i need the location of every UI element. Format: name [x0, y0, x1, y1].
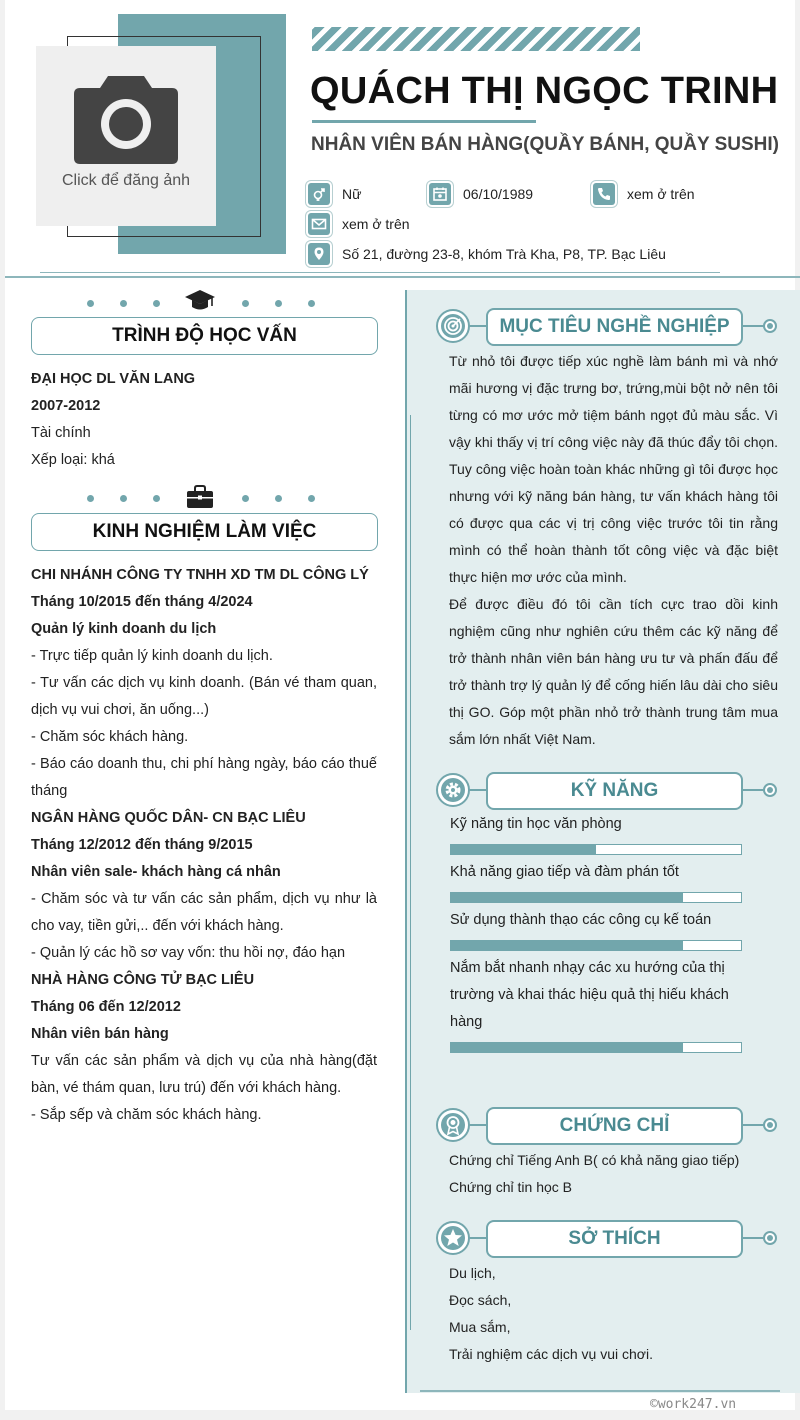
hobby-item: Du lịch,: [449, 1265, 496, 1281]
education-content: [31, 366, 377, 474]
email-icon: [308, 213, 330, 235]
photo-upload[interactable]: [36, 46, 216, 226]
skill-bar: [450, 1042, 742, 1053]
photo-caption: Click để đăng ảnh: [61, 172, 191, 189]
column-divider-thin: [410, 415, 411, 1330]
skill-bar-fill: [451, 845, 596, 854]
right-panel-bottom-line: [420, 1390, 780, 1392]
skill-bar: [450, 844, 742, 855]
hobbies-end-dot: [763, 1231, 777, 1245]
location-icon: [308, 243, 330, 265]
graduation-cap-icon: [184, 288, 216, 312]
objective-title: MỤC TIÊU NGHỀ NGHIỆP: [486, 308, 743, 346]
header-divider-thin: [40, 272, 720, 273]
objective-badge: [436, 309, 470, 343]
job-duty: - Trực tiếp quản lý kinh doanh du lịch.: [31, 648, 273, 664]
job-duty: - Quản lý các hồ sơ vay vốn: thu hồi nợ, đáo hạn: [31, 945, 346, 961]
experience-title: KINH NGHIỆM LÀM VIỆC: [31, 513, 378, 551]
briefcase-icon: [186, 485, 214, 509]
address-value: Số 21, đường 23-8, khóm Trà Kha, P8, TP. Bạc Liêu: [342, 246, 666, 262]
column-divider: [405, 290, 407, 1393]
camera-icon: [72, 72, 180, 166]
gender-value: Nữ: [342, 186, 362, 202]
skills-end-dot: [763, 783, 777, 797]
skill-bar: [450, 892, 742, 903]
certificates-content: [449, 1147, 778, 1201]
grade: Xếp loại: khá: [31, 452, 115, 468]
job-role: Nhân viên sale- khách hàng cá nhân: [31, 864, 281, 880]
star-icon: [442, 1227, 464, 1249]
certificates-title: CHỨNG CHỈ: [486, 1107, 743, 1145]
hobbies-badge: [436, 1221, 470, 1255]
job-duty: Tư vấn các sản phẩm và dịch vụ của nhà hàng(đặt bàn, vé thám quan, lưu trú) đến với khách hàng.: [31, 1053, 377, 1096]
gear-icon: [442, 779, 464, 801]
watermark: ©work247.vn: [650, 1397, 737, 1412]
certificate-item: Chứng chỉ tin học B: [449, 1179, 572, 1195]
skill-label: Khả năng giao tiếp và đàm phán tốt: [450, 864, 679, 880]
job-duty: - Sắp sếp và chăm sóc khách hàng.: [31, 1107, 262, 1123]
hobbies-title: SỞ THÍCH: [486, 1220, 743, 1258]
skill-bar: [450, 940, 742, 951]
school-name: ĐẠI HỌC DL VĂN LANG: [31, 371, 196, 387]
job-duty: - Chăm sóc và tư vấn các sản phẩm, dịch vụ như là cho vay, tiền gửi,.. đến với khách hàng.: [31, 891, 377, 934]
email-value: xem ở trên: [342, 216, 410, 232]
job-company: NGÂN HÀNG QUỐC DÂN- CN BẠC LIÊU: [31, 810, 306, 826]
study-years: 2007-2012: [31, 398, 101, 414]
job-role: Nhân viên bán hàng: [31, 1026, 169, 1042]
job-company: CHI NHÁNH CÔNG TY TNHH XD TM DL CÔNG LÝ: [31, 567, 369, 583]
major: Tài chính: [31, 425, 91, 441]
certificate-item: Chứng chỉ Tiếng Anh B( có khả năng giao tiếp): [449, 1152, 740, 1168]
skill-label: Sử dụng thành thạo các công cụ kế toán: [450, 912, 712, 928]
desired-position: NHÂN VIÊN BÁN HÀNG(QUẦY BÁNH, QUẦY SUSHI): [311, 134, 779, 155]
skill-bar-fill: [451, 1043, 683, 1052]
experience-content: [31, 562, 377, 1129]
skills-title: KỸ NĂNG: [486, 772, 743, 810]
skills-badge: [436, 773, 470, 807]
job-company: NHÀ HÀNG CÔNG TỬ BẠC LIÊU: [31, 972, 255, 988]
hobbies-content: [449, 1260, 778, 1368]
birthday-value: 06/10/1989: [463, 186, 534, 202]
award-icon: [442, 1114, 464, 1136]
education-title: TRÌNH ĐỘ HỌC VẤN: [31, 317, 378, 355]
objective-content: [449, 348, 778, 753]
gender-icon: [308, 183, 330, 205]
certificates-badge: [436, 1108, 470, 1142]
job-duty: - Chăm sóc khách hàng.: [31, 729, 189, 745]
skill-bar-fill: [451, 893, 683, 902]
job-role: Quản lý kinh doanh du lịch: [31, 621, 217, 637]
job-period: Tháng 12/2012 đến tháng 9/2015: [31, 837, 253, 853]
header-divider: [5, 276, 800, 278]
skill-bar-fill: [451, 941, 683, 950]
skill-label: Nắm bắt nhanh nhạy các xu hướng của thị trường và khai thác hiệu quả thị hiếu khách hàng: [450, 960, 729, 1030]
certificates-end-dot: [763, 1118, 777, 1132]
objective-paragraph: Để được điều đó tôi cần tích cực trao dồi kinh nghiệm cũng như nghiên cứu thêm các kỹ năng để trở thành nhân viên bán hàng ưu tư và phấn đấu để trở thành trợ lý quản lý để cống hiến lâu dài cho siêu thị GO. Góp một phần nhỏ trở thành trung tâm mua sắm lớn nhất Việt Nam.: [449, 596, 778, 747]
target-icon: [442, 315, 464, 337]
job-duty: - Tư vấn các dịch vụ kinh doanh. (Bán vé tham quan, dịch vụ vui chơi, ăn uống...): [31, 675, 377, 718]
objective-paragraph: Từ nhỏ tôi được tiếp xúc nghề làm bánh mì và nhớ mãi hương vị đặc trưng bơ, trứng,mùi bột nở nên tôi từng có mơ ước mở tiệm bánh ngọt đủ màu sắc. Vì vậy khi thấy vị trí công việc này đã thúc đẩy tôi chọn. Tuy công việc hoàn toàn khác những gì tôi được học nhưng với kỹ năng bán hàng, tư vấn khách hàng tôi có được qua các vị trị công việc trước tôi tin rằng mình có thể hoàn thành tốt công việc và đặc biệt thực hiện mơ ước của mình.: [449, 353, 778, 585]
job-period: Tháng 06 đến 12/2012: [31, 999, 181, 1015]
calendar-icon: [429, 183, 451, 205]
hobby-item: Đọc sách,: [449, 1292, 512, 1308]
cv-page: [5, 0, 795, 1410]
job-period: Tháng 10/2015 đến tháng 4/2024: [31, 594, 253, 610]
candidate-name: QUÁCH THỊ NGỌC TRINH: [310, 70, 779, 112]
skill-label: Kỹ năng tin học văn phòng: [450, 816, 622, 832]
name-underline: [312, 120, 536, 123]
objective-end-dot: [763, 319, 777, 333]
phone-icon: [593, 183, 615, 205]
job-duty: - Báo cáo doanh thu, chi phí hàng ngày, báo cáo thuế tháng: [31, 756, 377, 799]
hobby-item: Trải nghiệm các dịch vụ vui chơi.: [449, 1346, 653, 1362]
phone-value: xem ở trên: [627, 186, 695, 202]
hobby-item: Mua sắm,: [449, 1319, 511, 1335]
header-stripe: [312, 27, 640, 51]
